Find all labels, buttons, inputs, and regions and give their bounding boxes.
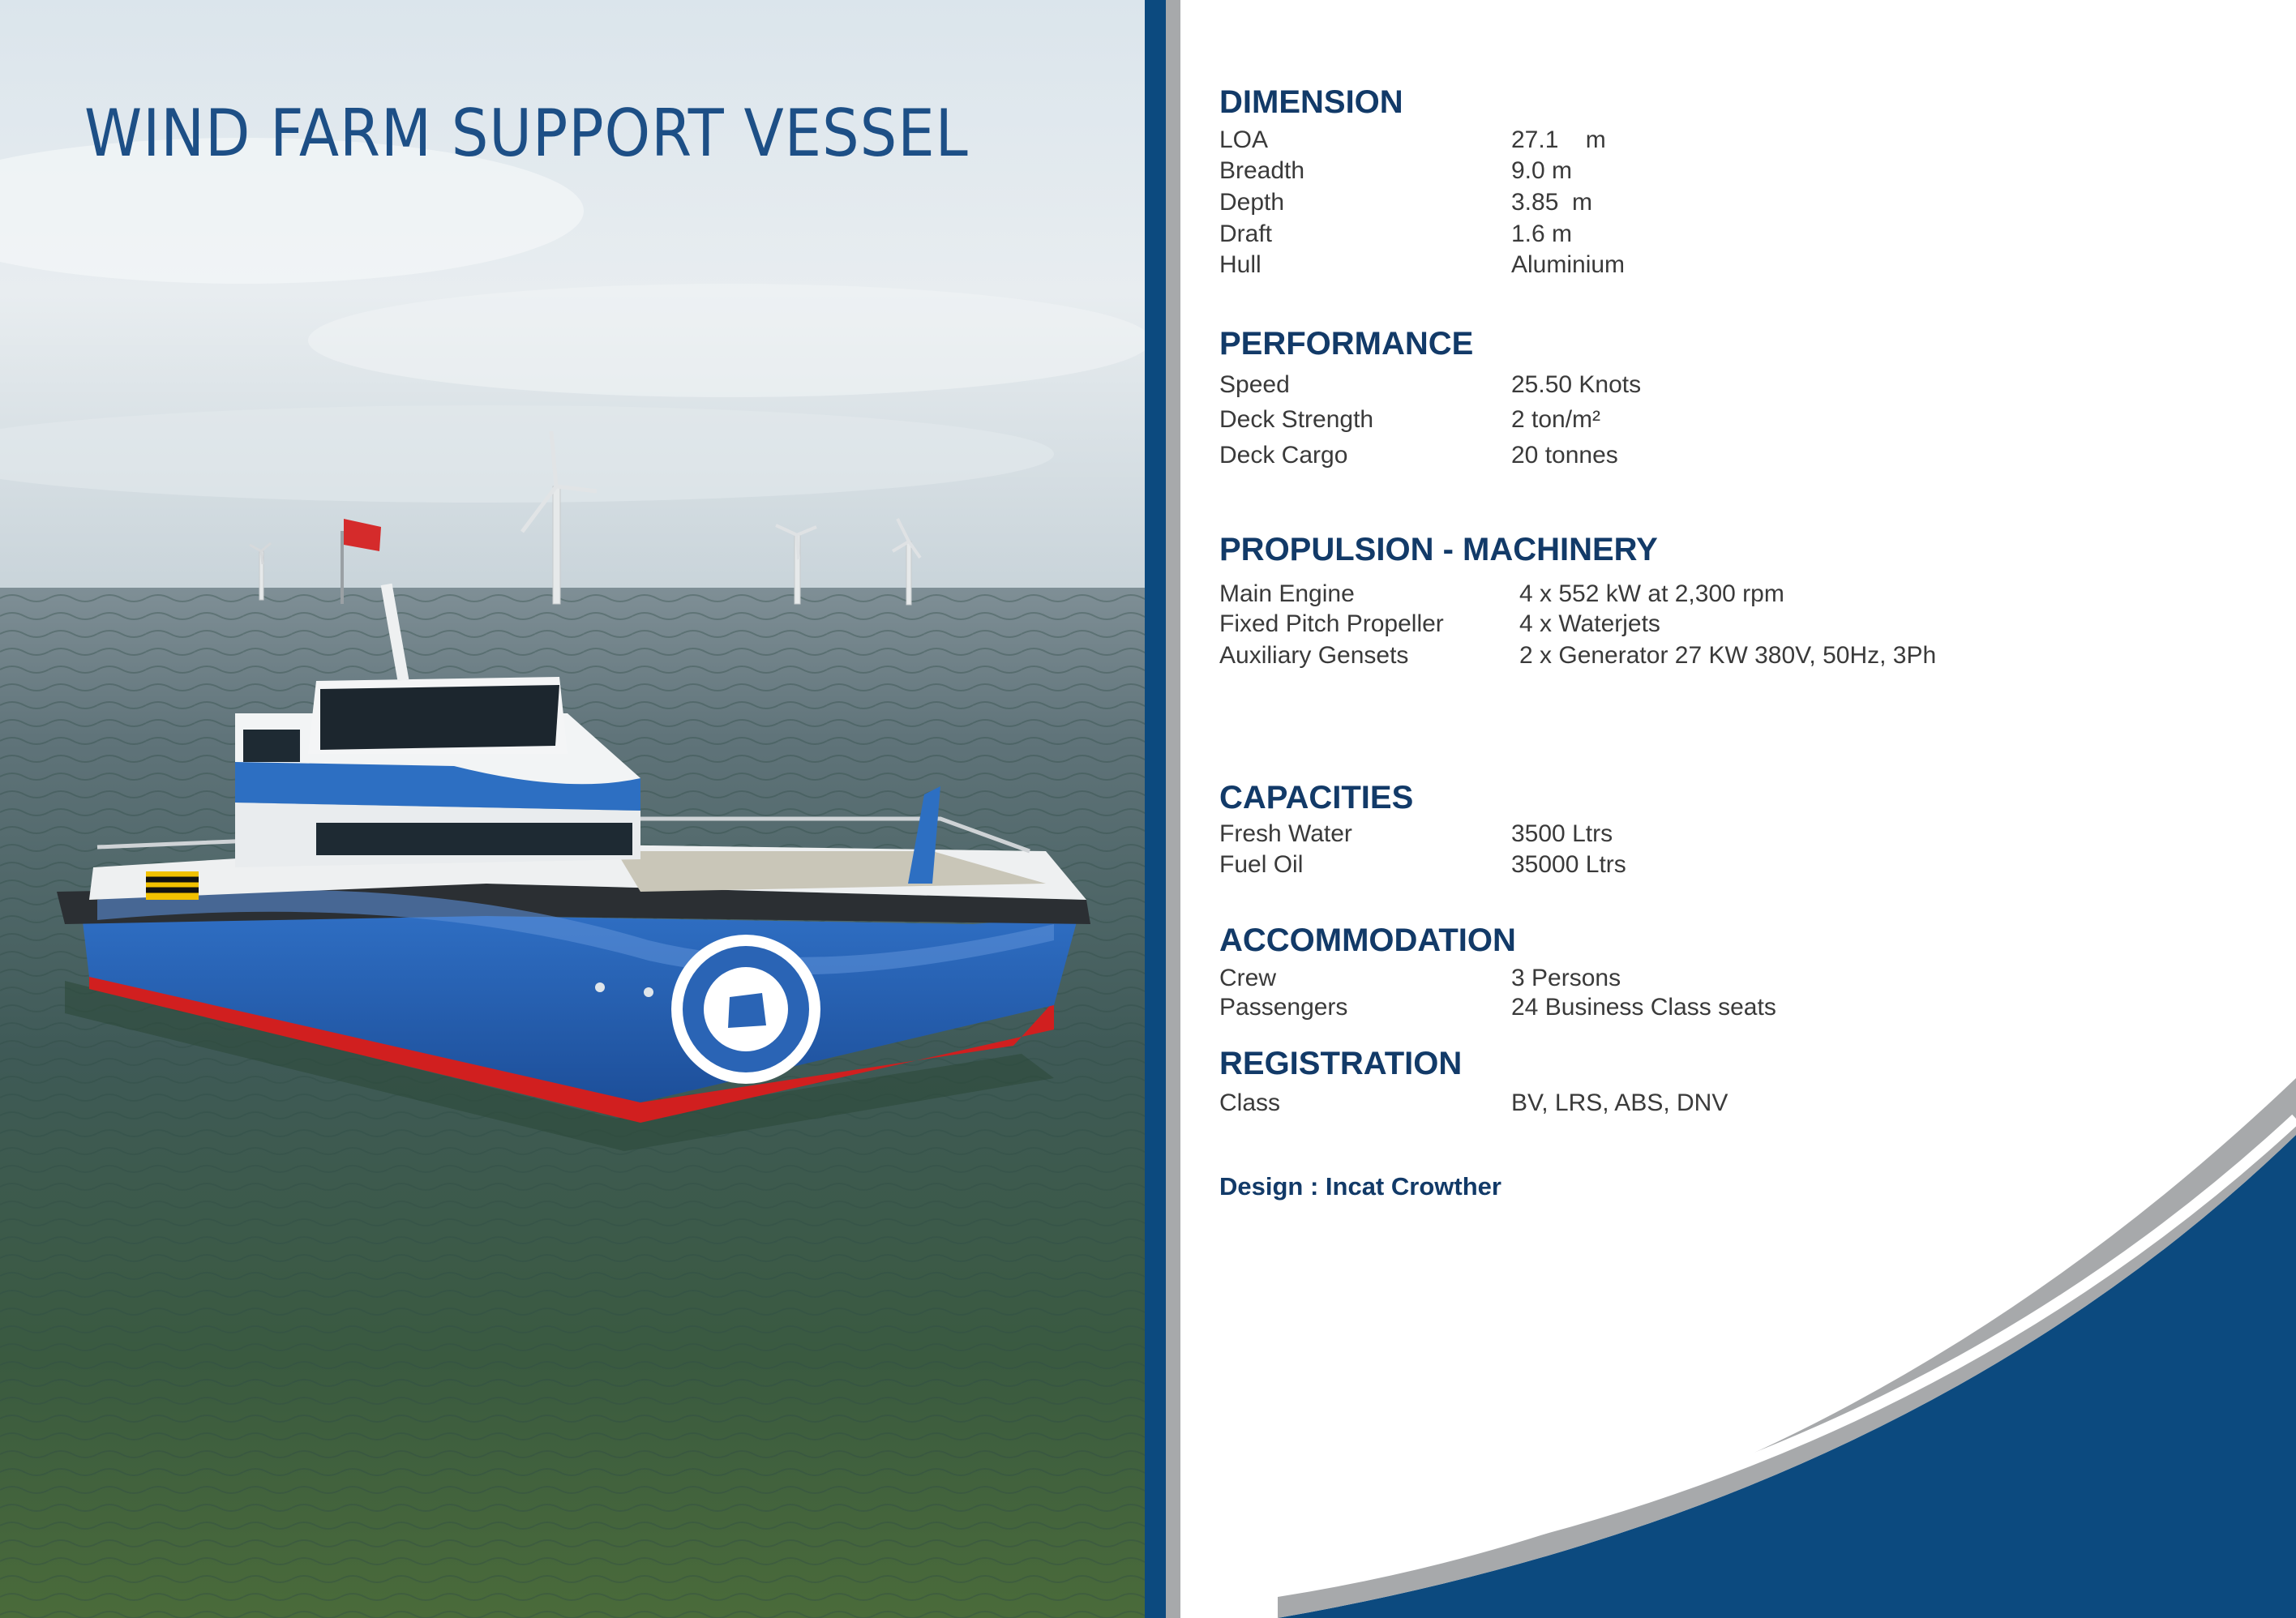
vessel-scene	[0, 0, 1145, 1618]
section-title-accommodation: ACCOMMODATION	[1219, 922, 1516, 958]
vessel-photo	[0, 0, 1145, 1618]
spec-value: 24 Business Class seats	[1511, 994, 1776, 1021]
page-title: WIND FARM SUPPORT VESSEL	[84, 96, 969, 171]
spec-value: 4 x 552 kW at 2,300 rpm	[1519, 580, 1784, 607]
spec-label: Speed	[1219, 371, 1290, 398]
spec-value: 3 Persons	[1511, 965, 1621, 991]
design-credit: Design : Incat Crowther	[1219, 1172, 1501, 1201]
spec-value: 3500 Ltrs	[1511, 820, 1613, 847]
spec-value: 2 x Generator 27 KW 380V, 50Hz, 3Ph	[1519, 642, 1937, 669]
spec-value: 9.0 m	[1511, 157, 1573, 184]
section-title-dimension: DIMENSION	[1219, 84, 1403, 120]
spec-label: Passengers	[1219, 994, 1348, 1021]
section-title-registration: REGISTRATION	[1219, 1046, 1463, 1081]
spec-value: 2 ton/m²	[1511, 406, 1601, 433]
spec-label: Deck Strength	[1219, 406, 1374, 433]
spec-label: Depth	[1219, 189, 1285, 216]
spec-label: Fresh Water	[1219, 820, 1352, 847]
specifications-panel	[1180, 0, 2296, 1618]
section-title-performance: PERFORMANCE	[1219, 326, 1474, 362]
spec-label: Hull	[1219, 251, 1262, 278]
spec-value: 1.6 m	[1511, 220, 1573, 247]
section-title-capacities: CAPACITIES	[1219, 780, 1414, 815]
spec-label: Breadth	[1219, 157, 1305, 184]
spec-value: Aluminium	[1511, 251, 1626, 278]
divider-grey-stripe	[1166, 0, 1180, 1618]
spec-label: Deck Cargo	[1219, 442, 1348, 469]
spec-value: 3.85 m	[1511, 189, 1593, 216]
spec-value: BV, LRS, ABS, DNV	[1511, 1089, 1728, 1116]
divider-blue-stripe	[1145, 0, 1166, 1618]
spec-value: 20 tonnes	[1511, 442, 1618, 469]
section-title-propulsion: PROPULSION - MACHINERY	[1219, 532, 1658, 567]
spec-value: 25.50 Knots	[1511, 371, 1642, 398]
spec-label: Class	[1219, 1089, 1281, 1116]
spec-label: Auxiliary Gensets	[1219, 642, 1409, 669]
spec-label: LOA	[1219, 126, 1269, 153]
spec-label: Crew	[1219, 965, 1277, 991]
spec-label: Fuel Oil	[1219, 851, 1304, 878]
spec-value: 35000 Ltrs	[1511, 851, 1626, 878]
spec-label: Fixed Pitch Propeller	[1219, 610, 1444, 637]
grandweld-anchor-logo-icon	[671, 935, 820, 1084]
spec-label: Main Engine	[1219, 580, 1355, 607]
spec-value: 4 x Waterjets	[1519, 610, 1660, 637]
spec-value: 27.1 m	[1511, 126, 1606, 153]
spec-label: Draft	[1219, 220, 1273, 247]
